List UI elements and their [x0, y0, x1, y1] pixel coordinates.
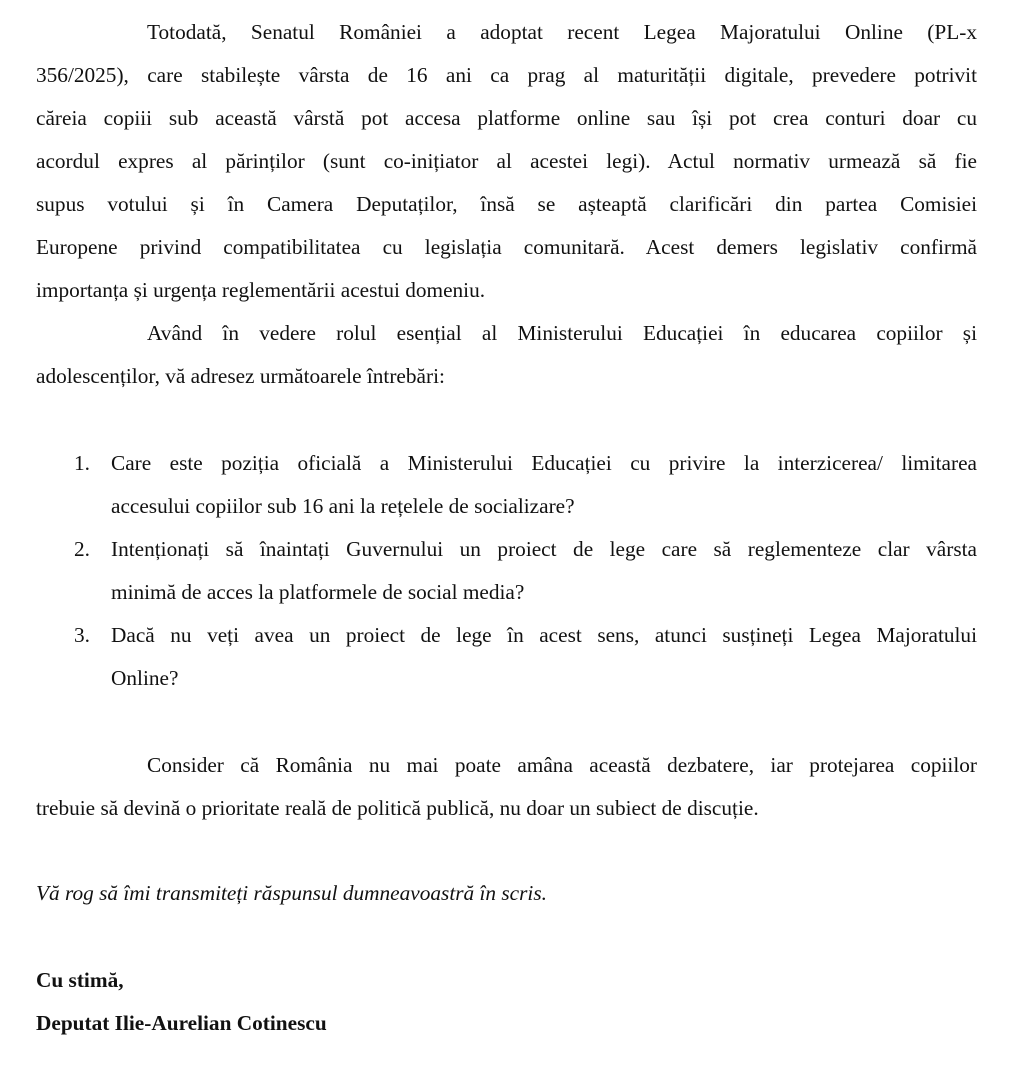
paragraph-line: căreia copiii sub această vârstă pot accesa platforme online sau își pot crea conturi doar cu [36, 106, 977, 130]
paragraph-line: trebuie să devină o prioritate reală de politică publică, nu doar un subiect de discuție. [36, 796, 759, 820]
paragraph-line: Europene privind compatibilitatea cu legislația comunitară. Acest demers legislativ confirmă [36, 235, 977, 259]
paragraph-line: 356/2025), care stabilește vârsta de 16 ani ca prag al maturității digitale, prevedere potrivit [36, 63, 977, 87]
paragraph-line: Consider că România nu mai poate amâna această dezbatere, iar protejarea copiilor [147, 753, 977, 777]
question-line: Intenționați să înaintați Guvernului un proiect de lege care să reglementeze clar vârsta [111, 537, 977, 561]
question-number: 3. [74, 623, 90, 647]
closing-salutation: Cu stimă, [36, 968, 124, 992]
paragraph-line: importanța și urgența reglementării acestui domeniu. [36, 278, 486, 302]
question-line: Care este poziția oficială a Ministerului Educației cu privire la interzicerea/ limitarea [111, 451, 977, 475]
question-number: 1. [74, 451, 90, 475]
question-line: accesului copiilor sub 16 ani la rețelele de socializare? [111, 494, 575, 518]
paragraph-line: Având în vedere rolul esențial al Ministerului Educației în educarea copiilor și [147, 321, 977, 345]
paragraph-line: acordul expres al părinților (sunt co-inițiator al acestei legi). Actul normativ urmează să fie [36, 149, 977, 173]
paragraph-line: Totodată, Senatul României a adoptat recent Legea Majoratului Online (PL-x [147, 20, 977, 44]
question-number: 2. [74, 537, 90, 561]
request-line: Vă rog să îmi transmiteți răspunsul dumneavoastră în scris. [36, 881, 547, 905]
paragraph-line: supus votului și în Camera Deputaților, însă se așteaptă clarificări din partea Comisiei [36, 192, 977, 216]
paragraph-line: adolescenților, vă adresez următoarele întrebări: [36, 364, 445, 388]
signature: Deputat Ilie-Aurelian Cotinescu [36, 1011, 327, 1035]
question-line: minimă de acces la platformele de social media? [111, 580, 525, 604]
question-line: Online? [111, 666, 179, 690]
question-line: Dacă nu veți avea un proiect de lege în acest sens, atunci susțineți Legea Majoratului [111, 623, 977, 647]
